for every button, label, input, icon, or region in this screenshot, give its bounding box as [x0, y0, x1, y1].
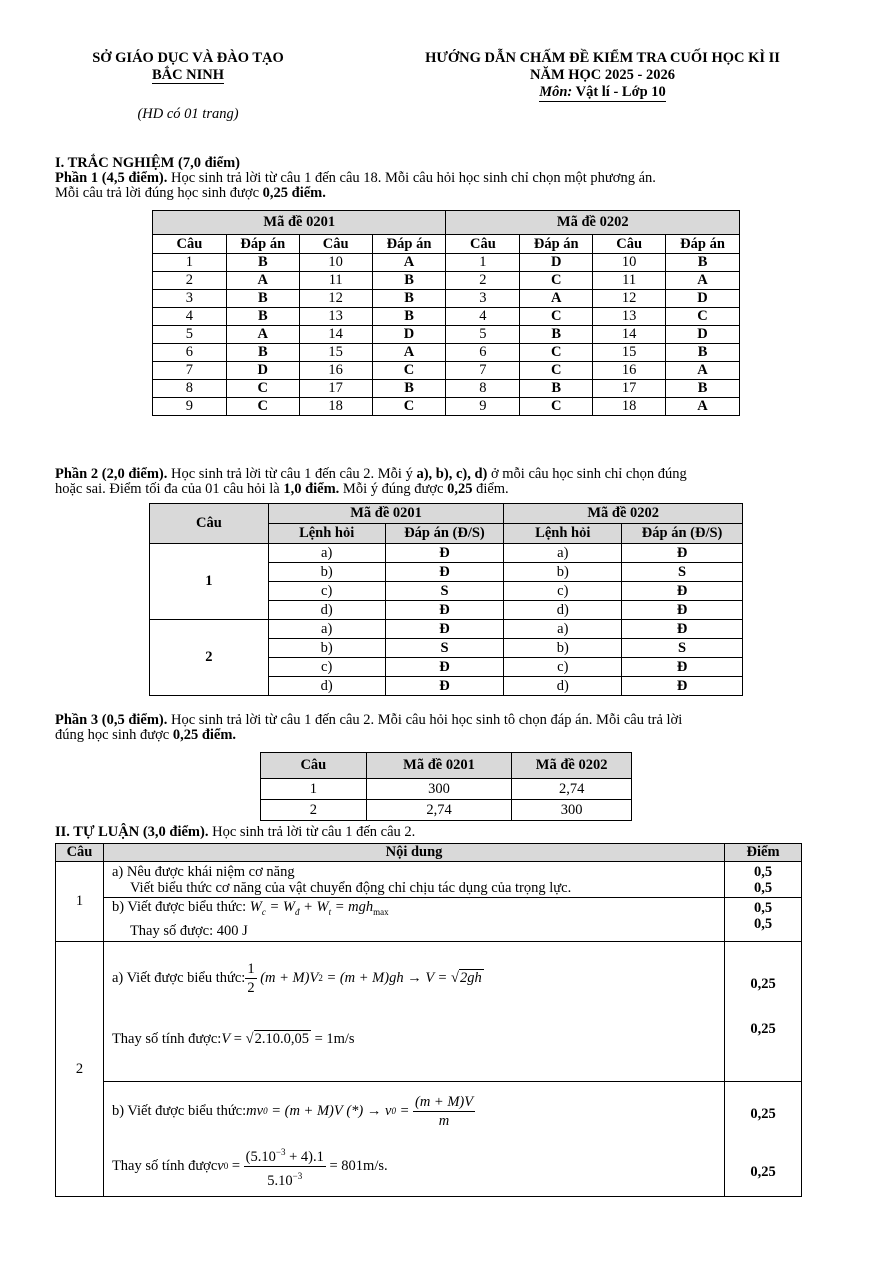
question-number: 11	[299, 272, 372, 290]
part3-code-0201: Mã đề 0201	[366, 753, 512, 779]
q2a-line2	[112, 1014, 724, 1064]
question-number: 10	[299, 254, 372, 272]
question-number: 17	[299, 380, 372, 398]
col-header-answer: Đáp án	[666, 235, 740, 254]
answer-cell: C	[226, 398, 299, 416]
part2-text-tail: điểm.	[472, 481, 509, 497]
q2b-scores	[725, 1082, 802, 1197]
sub-item-label: d)	[504, 677, 622, 696]
part2-text-end: ở mỗi câu học sinh chỉ chọn đúng	[487, 466, 687, 482]
sub-item-label: d)	[268, 601, 385, 620]
col-header-question: Câu	[299, 235, 372, 254]
col-header-answer: Đáp án	[372, 235, 446, 254]
answer-cell: Đ	[385, 658, 504, 677]
part3-intro	[55, 713, 855, 728]
answer-cell: C	[520, 362, 593, 380]
q2a-score: 0,25	[750, 976, 776, 992]
answer-cell: A	[520, 290, 593, 308]
answer-cell: B	[226, 308, 299, 326]
answer-cell: D	[666, 326, 740, 344]
answer-cell: C	[226, 380, 299, 398]
answer-cell: C	[372, 362, 446, 380]
answer-cell: Đ	[385, 563, 504, 582]
answer-cell: B	[520, 380, 593, 398]
sub-item-label: c)	[504, 582, 622, 601]
q2b-prefix: b) Viết được biểu thức:	[111, 1102, 247, 1119]
question-number: 2	[446, 272, 520, 290]
province-name	[40, 67, 336, 84]
part3-text: Học sinh trả lời từ câu 1 đến câu 2. Mỗi câu hỏi học sinh tô chọn đáp án. Mỗi câu trả lời	[167, 712, 683, 728]
part2-text-mid: Mỗi ý đúng được	[339, 481, 448, 497]
table-row	[153, 326, 740, 344]
col-header-answer: Đáp án	[226, 235, 299, 254]
q2b-score: 0,25	[750, 1106, 776, 1122]
part3-answer-table	[260, 752, 632, 821]
part2-text-2: hoặc sai. Điểm tối đa của 01 câu hỏi là	[55, 481, 284, 497]
part2-item-points: 0,25	[447, 481, 473, 497]
sub-item-label: c)	[268, 658, 385, 677]
table-row	[153, 398, 740, 416]
part2-answer-table	[149, 503, 743, 696]
q2a-content	[103, 942, 724, 1082]
essay-col-question: Câu	[56, 844, 104, 862]
q2b-formula: mv 0 = (m + M)V (*) → v 0 = $\frac{(m + M)V}{m}$	[246, 1093, 474, 1129]
question-number: 8	[446, 380, 520, 398]
subject-label: Môn:	[539, 84, 573, 100]
answer-cell: D	[520, 254, 593, 272]
answer-cell: Đ	[622, 620, 743, 639]
col-header-question: Câu	[446, 235, 520, 254]
q1a-score2: 0,5	[753, 879, 773, 896]
answer-cell: Đ	[385, 677, 504, 696]
part2-code-0202: Mã đề 0202	[504, 504, 743, 524]
answer-cell: 2,74	[366, 800, 512, 821]
question-number: 1	[150, 544, 269, 620]
sub-item-label: a)	[504, 620, 622, 639]
column-header-row	[153, 235, 740, 254]
question-number: 7	[446, 362, 520, 380]
part2-text: Học sinh trả lời từ câu 1 đến câu 2. Mỗi ý	[167, 466, 417, 482]
part3-points: 0,25 điểm.	[172, 727, 237, 743]
part2-col-cmd: Lệnh hỏi	[504, 524, 622, 544]
question-number: 5	[153, 326, 227, 344]
answer-cell: S	[385, 639, 504, 658]
page-count-note: (HD có 01 trang)	[137, 106, 239, 122]
answer-cell: S	[622, 563, 743, 582]
part3-title: Phần 3 (0,5 điểm).	[55, 712, 168, 728]
part2-code-0201: Mã đề 0201	[268, 504, 504, 524]
answer-cell: B	[226, 254, 299, 272]
question-number: 10	[593, 254, 666, 272]
question-number: 5	[446, 326, 520, 344]
answer-cell: B	[666, 344, 740, 362]
table-row	[150, 544, 743, 563]
essay-col-content: Nội dung	[103, 844, 724, 862]
answer-cell: B	[372, 272, 446, 290]
answer-cell: D	[666, 290, 740, 308]
question-number: 4	[446, 308, 520, 326]
essay-q2: 2	[56, 942, 104, 1197]
answer-cell: B	[520, 326, 593, 344]
answer-cell: Đ	[622, 582, 743, 601]
question-number: 14	[299, 326, 372, 344]
answer-cell: Đ	[622, 658, 743, 677]
table-row	[261, 779, 632, 800]
question-number: 9	[446, 398, 520, 416]
part2-col-ans: Đáp án (Đ/S)	[385, 524, 504, 544]
part2-intro	[55, 467, 855, 482]
table-row	[153, 254, 740, 272]
q1b-scores	[725, 898, 802, 942]
q1a-scores	[725, 862, 802, 898]
section1-title: I. TRẮC NGHIỆM (7,0 điểm)	[55, 155, 241, 171]
sub-item-label: c)	[268, 582, 385, 601]
question-number: 2	[150, 620, 269, 696]
sub-item-label: a)	[268, 620, 385, 639]
q2b2-score: 0,25	[750, 1164, 776, 1180]
question-number: 13	[593, 308, 666, 326]
answer-cell: C	[666, 308, 740, 326]
answer-cell: C	[520, 308, 593, 326]
sub-item-label: b)	[268, 563, 385, 582]
q2a2-formula: V = √2.10.0,05 = 1m/s	[221, 1030, 355, 1047]
q2a-prefix: a) Viết được biểu thức:	[111, 969, 246, 986]
part2-max-points: 1,0 điểm.	[283, 481, 340, 497]
answer-cell: A	[372, 344, 446, 362]
answer-cell: C	[520, 272, 593, 290]
answer-cell: 300	[366, 779, 512, 800]
q1b-score1: 0,5	[753, 900, 773, 916]
section2-title: II. TỰ LUẬN (3,0 điểm).	[55, 824, 209, 840]
question-number: 14	[593, 326, 666, 344]
sub-item-label: d)	[268, 677, 385, 696]
part1-points: 0,25 điểm.	[262, 185, 326, 201]
table-row	[150, 620, 743, 639]
answer-cell: A	[666, 398, 740, 416]
question-number: 12	[593, 290, 666, 308]
answer-cell: B	[666, 380, 740, 398]
question-number: 17	[593, 380, 666, 398]
q1a-score1: 0,5	[753, 863, 773, 880]
question-number: 18	[299, 398, 372, 416]
q2b-content	[103, 1082, 724, 1197]
sub-item-label: a)	[268, 544, 385, 563]
answer-cell: C	[372, 398, 446, 416]
question-number: 1	[261, 779, 367, 800]
q1b-formula: $W_c = W_đ + W_t = mgh_{max}$	[249, 899, 389, 917]
question-number: 11	[593, 272, 666, 290]
answer-cell: A	[666, 362, 740, 380]
answer-cell: Đ	[385, 601, 504, 620]
answer-cell: 300	[512, 800, 632, 821]
question-number: 7	[153, 362, 227, 380]
question-number: 1	[446, 254, 520, 272]
code-0202-header: Mã đề 0202	[446, 211, 740, 235]
question-number: 16	[593, 362, 666, 380]
answer-cell: C	[520, 398, 593, 416]
q2b-line2	[112, 1140, 724, 1192]
q1a-line2: Viết biểu thức cơ năng của vật chuyển động chỉ chịu tác dụng của trọng lực.	[129, 879, 572, 896]
answer-cell: A	[666, 272, 740, 290]
code-0201-header: Mã đề 0201	[153, 211, 446, 235]
section2-intro	[55, 825, 415, 840]
answer-cell: Đ	[385, 544, 504, 563]
essay-q1: 1	[56, 862, 104, 942]
answer-cell: Đ	[622, 677, 743, 696]
answer-cell: B	[226, 290, 299, 308]
question-number: 1	[153, 254, 227, 272]
part2-title: Phần 2 (2,0 điểm).	[55, 466, 168, 482]
question-number: 6	[446, 344, 520, 362]
answer-cell: B	[666, 254, 740, 272]
sub-item-label: c)	[504, 658, 622, 677]
subject-value: Vật lí - Lớp 10	[572, 84, 666, 100]
doc-title: HƯỚNG DẪN CHẤM ĐỀ KIỂM TRA CUỐI HỌC KÌ II	[425, 50, 780, 66]
q1a-content	[103, 862, 724, 898]
q2b2-prefix: Thay số tính được	[111, 1157, 218, 1174]
part2-options: a), b), c), d)	[416, 466, 488, 482]
answer-cell: Đ	[622, 544, 743, 563]
question-number: 8	[153, 380, 227, 398]
question-number: 4	[153, 308, 227, 326]
part3-code-0202: Mã đề 0202	[512, 753, 632, 779]
q1a-line1: a) Nêu được khái niệm cơ năng	[111, 863, 295, 880]
answer-cell: B	[226, 344, 299, 362]
part2-intro-2	[55, 482, 855, 497]
sub-item-label: b)	[504, 639, 622, 658]
answer-cell: B	[372, 308, 446, 326]
answer-cell: A	[226, 272, 299, 290]
part3-col-question: Câu	[261, 753, 367, 779]
col-header-answer: Đáp án	[520, 235, 593, 254]
question-number: 3	[446, 290, 520, 308]
part1-text: Học sinh trả lời từ câu 1 đến câu 18. Mỗi câu hỏi học sinh chỉ chọn một phương án.	[167, 170, 656, 186]
part1-intro-2	[55, 186, 855, 201]
answer-cell: B	[372, 380, 446, 398]
question-number: 2	[261, 800, 367, 821]
answer-cell: Đ	[385, 620, 504, 639]
col-header-question: Câu	[153, 235, 227, 254]
table-row	[261, 800, 632, 821]
table-row	[153, 272, 740, 290]
part2-col-ans: Đáp án (Đ/S)	[622, 524, 743, 544]
question-number: 15	[299, 344, 372, 362]
part1-answer-table	[152, 210, 740, 416]
table-row	[153, 344, 740, 362]
table-row	[153, 362, 740, 380]
q2b-line1	[112, 1082, 724, 1140]
col-header-question: Câu	[593, 235, 666, 254]
question-number: 15	[593, 344, 666, 362]
sub-item-label: d)	[504, 601, 622, 620]
q2a-scores	[725, 942, 802, 1082]
question-number: 12	[299, 290, 372, 308]
part1-title: Phần 1 (4,5 điểm).	[55, 170, 168, 186]
answer-cell: A	[226, 326, 299, 344]
part2-col-question: Câu	[150, 504, 269, 544]
table-row	[153, 308, 740, 326]
q1b-line2: Thay số được: 400 J	[129, 922, 248, 939]
answer-cell: S	[385, 582, 504, 601]
answer-cell: B	[372, 290, 446, 308]
section2-text: Học sinh trả lời từ câu 1 đến câu 2.	[208, 824, 416, 840]
q1b-content	[103, 898, 724, 942]
q1b-line1	[112, 898, 724, 922]
sub-item-label: b)	[268, 639, 385, 658]
question-number: 6	[153, 344, 227, 362]
part1-intro	[55, 171, 855, 186]
school-year: NĂM HỌC 2025 - 2026	[530, 67, 675, 83]
part1-text-2: Mỗi câu trả lời đúng học sinh được	[55, 185, 263, 201]
table-row	[153, 290, 740, 308]
question-number: 3	[153, 290, 227, 308]
province-label: BẮC NINH	[151, 67, 225, 83]
dept-name: SỞ GIÁO DỤC VÀ ĐÀO TẠO	[92, 50, 284, 66]
q2b2-formula: v 0 = $\frac{(5.10^{-3} + 4).1}{5.10^{-3}}$ = 801m/s.	[217, 1143, 387, 1190]
question-number: 18	[593, 398, 666, 416]
question-number: 13	[299, 308, 372, 326]
answer-cell: A	[372, 254, 446, 272]
answer-cell: 2,74	[512, 779, 632, 800]
part3-text-2: đúng học sinh được	[55, 727, 173, 743]
answer-cell: Đ	[622, 601, 743, 620]
question-number: 9	[153, 398, 227, 416]
answer-cell: D	[226, 362, 299, 380]
sub-item-label: a)	[504, 544, 622, 563]
answer-cell: D	[372, 326, 446, 344]
answer-cell: C	[520, 344, 593, 362]
q2a-formula: $\frac{1}{2}$ (m + M)V 2 = (m + M)gh → V = √ 2gh	[247, 960, 482, 996]
table-row	[153, 380, 740, 398]
q1b-prefix: b) Viết được biểu thức:	[111, 899, 250, 916]
answer-cell: S	[622, 639, 743, 658]
question-number: 2	[153, 272, 227, 290]
q2a2-score: 0,25	[750, 1021, 776, 1037]
subject-line	[340, 84, 865, 101]
q2a-line1	[112, 942, 724, 1014]
sub-item-label: b)	[504, 563, 622, 582]
q1b-score2: 0,5	[753, 916, 773, 932]
part2-col-cmd: Lệnh hỏi	[268, 524, 385, 544]
question-number: 16	[299, 362, 372, 380]
part3-intro-2	[55, 728, 855, 743]
essay-table	[55, 843, 802, 1197]
essay-col-score: Điểm	[725, 844, 802, 862]
q2a2-prefix: Thay số tính được:	[111, 1030, 222, 1047]
